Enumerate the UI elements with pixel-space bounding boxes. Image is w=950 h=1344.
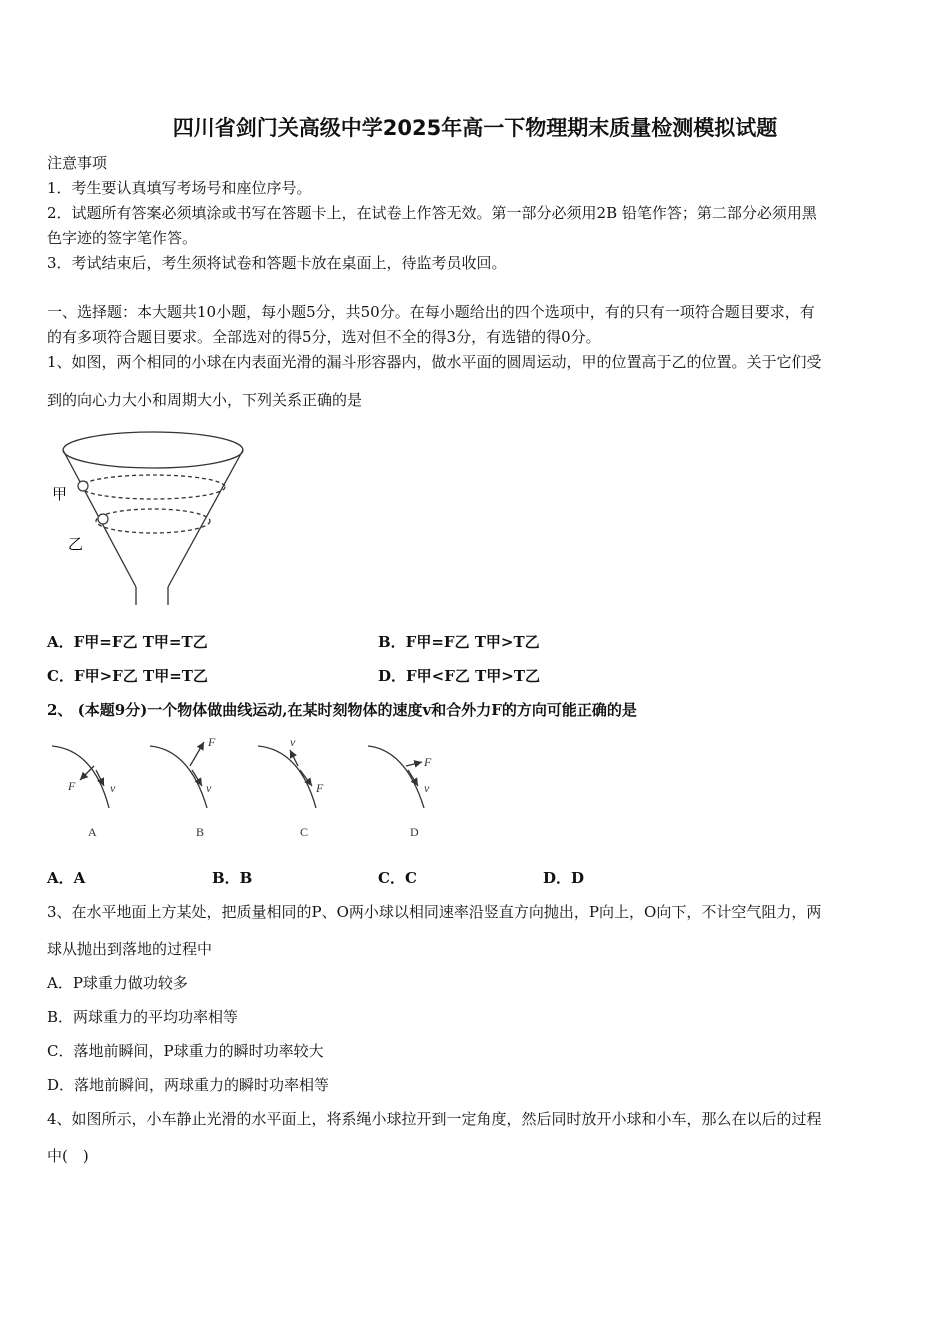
q3-option-b: B．两球重力的平均功率相等 — [47, 1008, 239, 1026]
q2-option-d: D．D — [543, 869, 585, 887]
vec-v-b: v — [206, 781, 212, 795]
q3-option-d: D．落地前瞬间，两球重力的瞬时功率相等 — [47, 1076, 330, 1094]
q2-option-a: A．A — [47, 869, 86, 887]
q2-option-c: C．C — [378, 869, 417, 887]
curve-figures — [44, 728, 464, 848]
fig-label-d: D — [410, 825, 419, 839]
q2-option-b: B．B — [212, 869, 253, 887]
fig-label-b: B — [196, 825, 205, 839]
section-line: 一、选择题：本大题共10小题，每小题5分，共50分。在每小题给出的四个选项中，有的只有一项符合题目要求，有 — [47, 303, 815, 321]
notice-item: 2．试题所有答案必须填涂或书写在答题卡上，在试卷上作答无效。第一部分必须用2B 铅笔作答；第二部分必须用黑 — [47, 204, 817, 222]
q1-option-b: B．F甲=F乙 T甲>T乙 — [378, 633, 540, 651]
page-title: 四川省剑门关高级中学2025年高一下物理期末质量检测模拟试题 — [172, 116, 778, 140]
vec-f-a: F — [68, 779, 76, 793]
fig-label-a: A — [88, 825, 97, 839]
q3-stem: 3、在水平地面上方某处，把质量相同的P、O两小球以相同速率沿竖直方向抛出，P向上，O向下，不计空气阻力，两 — [47, 903, 822, 921]
q1-option-c: C．F甲>F乙 T甲=T乙 — [47, 667, 208, 685]
notice-item: 1．考生要认真填写考场号和座位序号。 — [47, 179, 312, 197]
vec-v-d: v — [424, 781, 430, 795]
vec-v-c: v — [290, 735, 296, 749]
funnel-figure — [48, 425, 258, 610]
q3-stem: 球从抛出到落地的过程中 — [47, 940, 213, 958]
vec-v-a: v — [110, 781, 116, 795]
vec-f-b: F — [208, 735, 216, 749]
q4-stem: 中( ) — [47, 1147, 89, 1165]
q3-option-c: C．落地前瞬间，P球重力的瞬时功率较大 — [47, 1042, 324, 1060]
q4-stem: 4、如图所示，小车静止光滑的水平面上，将系绳小球拉开到一定角度，然后同时放开小球和小车，那么在以后的过程 — [47, 1110, 822, 1128]
vec-f-d: F — [424, 755, 432, 769]
q1-option-d: D．F甲<F乙 T甲>T乙 — [378, 667, 540, 685]
section-line: 的有多项符合题目要求。全部选对的得5分，选对但不全的得3分，有选错的得0分。 — [47, 328, 601, 346]
q1-stem: 1、如图，两个相同的小球在内表面光滑的漏斗形容器内，做水平面的圆周运动，甲的位置高于乙的位置。关于它们受 — [47, 353, 822, 371]
q2-stem: 2、 (本题9分)一个物体做曲线运动,在某时刻物体的速度v和合外力F的方向可能正确的是 — [47, 701, 637, 719]
q1-stem: 到的向心力大小和周期大小，下列关系正确的是 — [47, 391, 363, 409]
notice-item: 色字迹的签字笔作答。 — [47, 229, 198, 247]
label-yi: 乙 — [68, 537, 84, 553]
notice-item: 3．考试结束后，考生须将试卷和答题卡放在桌面上，待监考员收回。 — [47, 254, 507, 272]
ball-jia — [78, 481, 88, 491]
fig-label-c: C — [300, 825, 309, 839]
vec-f-c: F — [316, 781, 324, 795]
notice-heading: 注意事项 — [47, 154, 108, 172]
q3-option-a: A．P球重力做功较多 — [47, 974, 188, 992]
ball-yi — [98, 514, 108, 524]
label-jia: 甲 — [52, 487, 68, 503]
q1-option-a: A．F甲=F乙 T甲=T乙 — [47, 633, 208, 651]
